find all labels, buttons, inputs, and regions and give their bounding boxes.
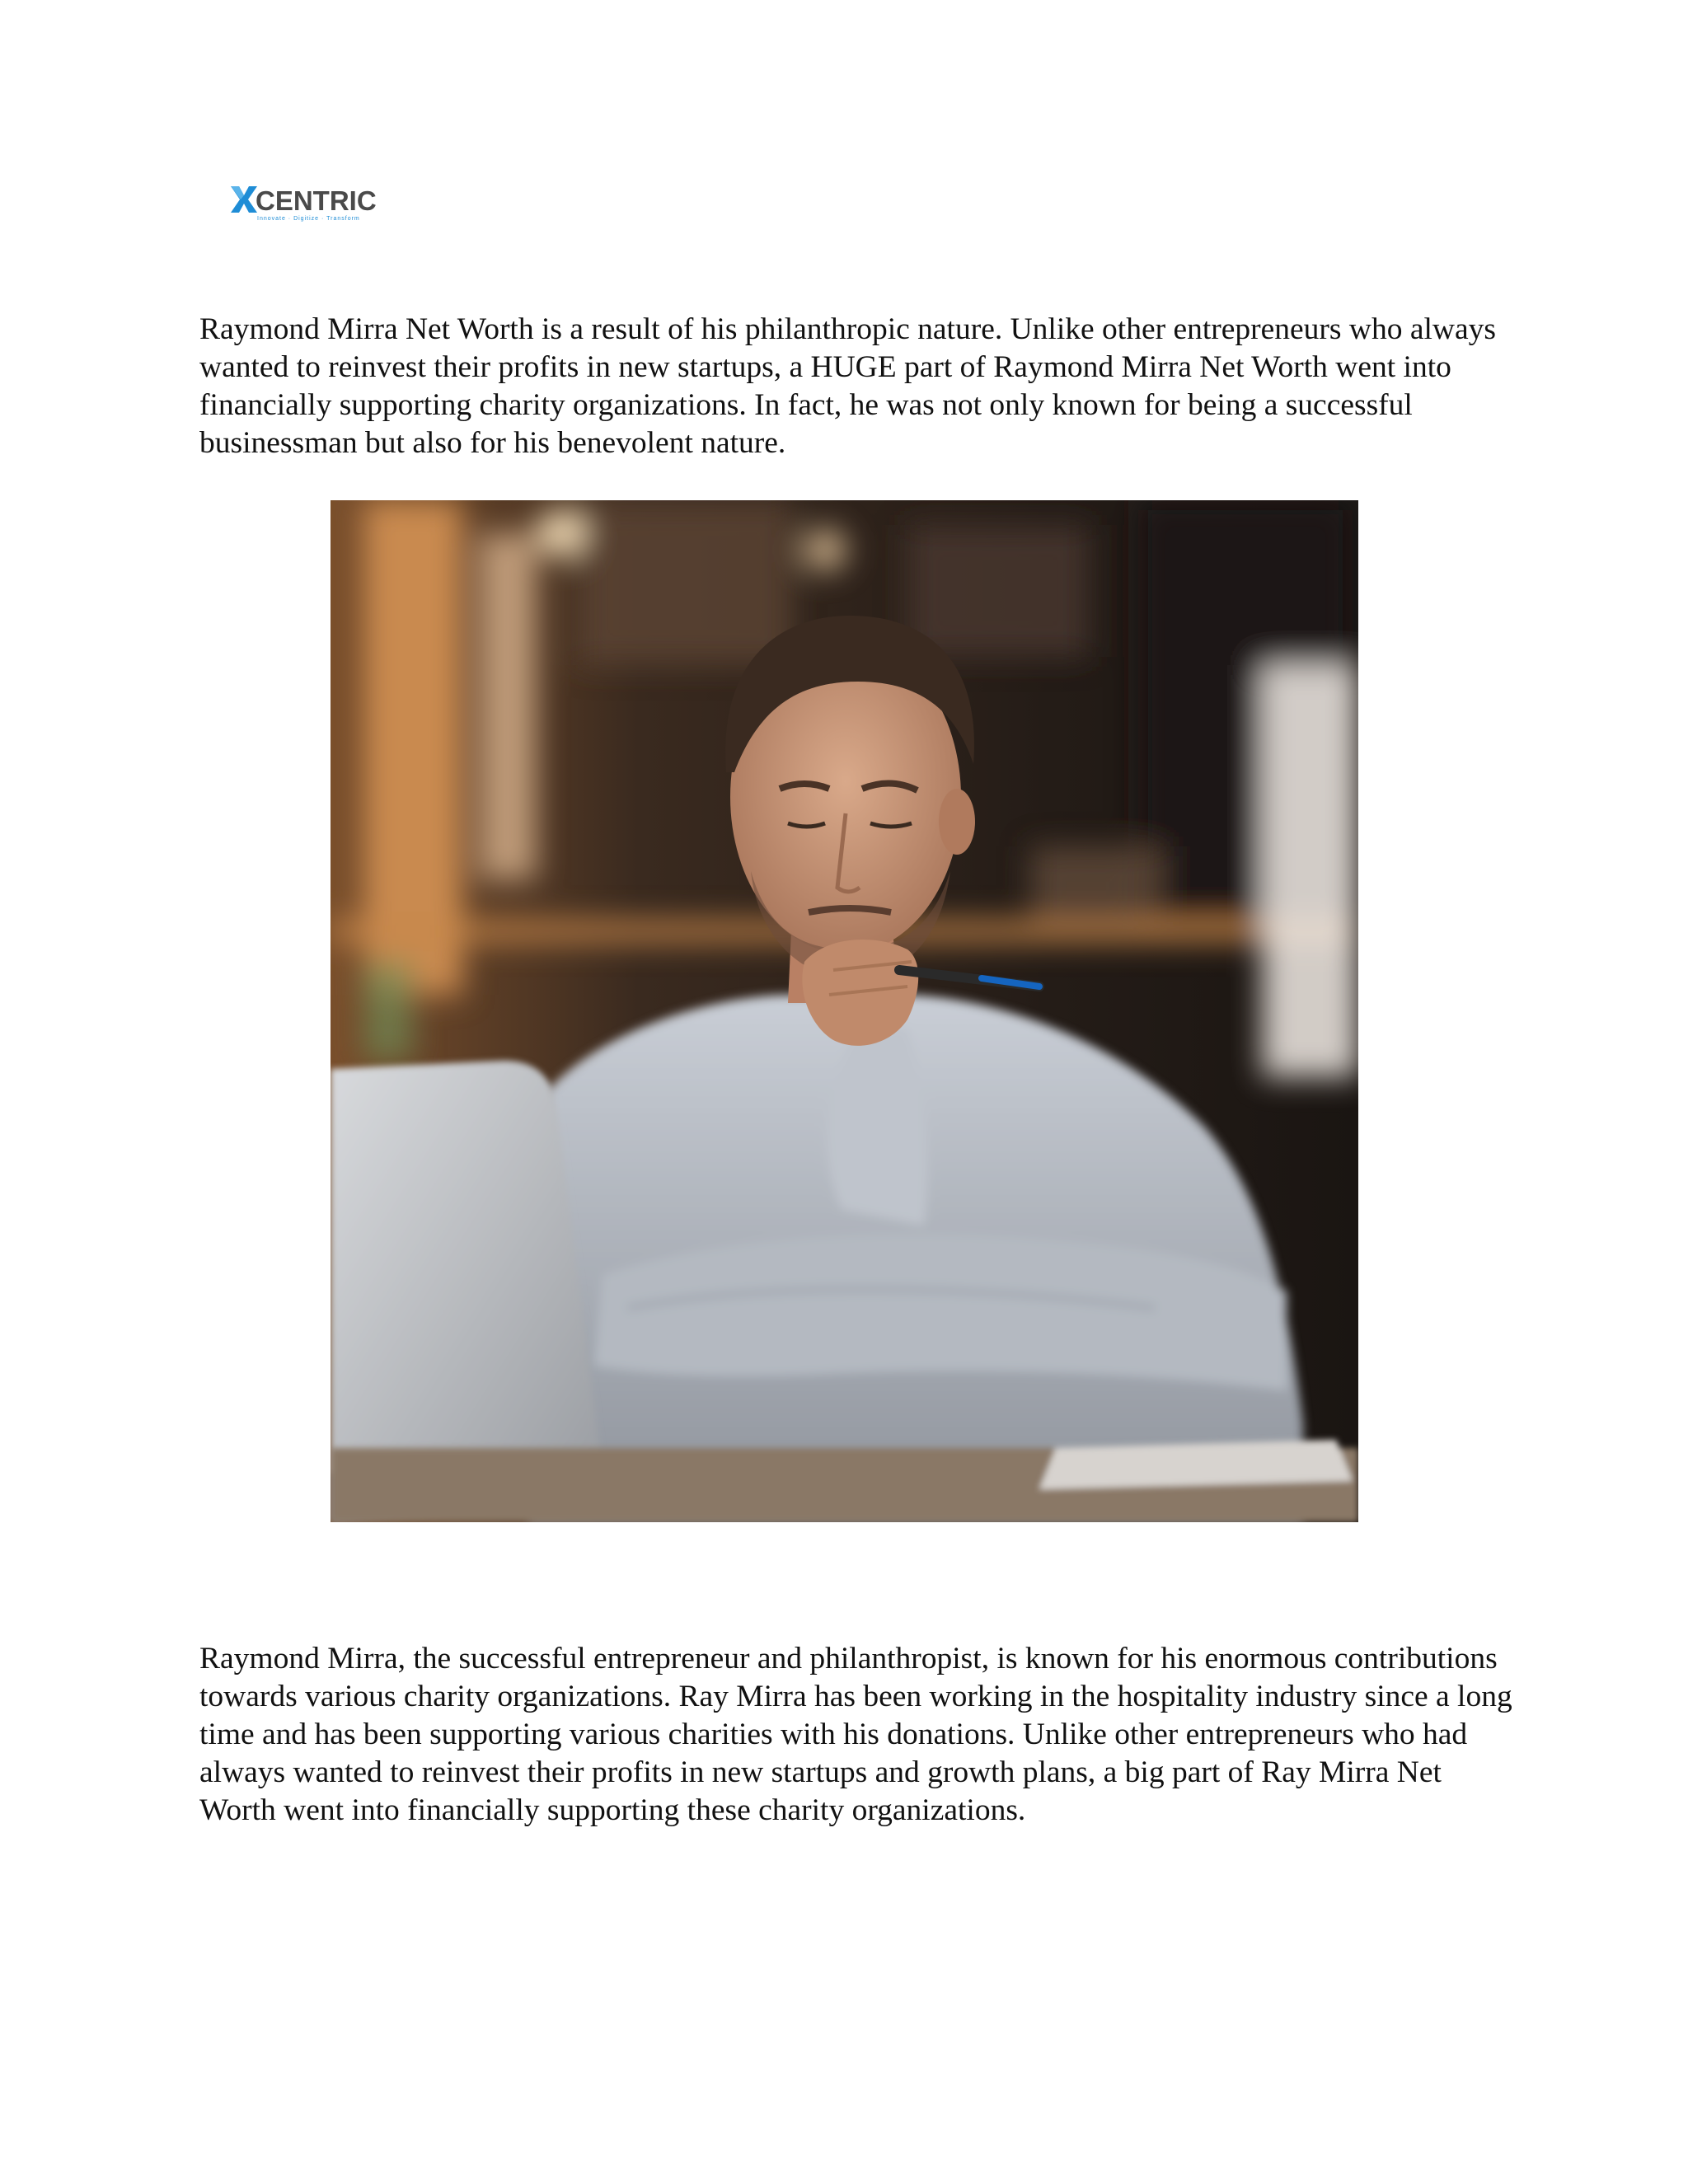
photo-man-at-laptop-icon [331,500,1358,1522]
logo-wordmark: CENTRIC [256,185,377,216]
xcentric-x-logo-icon [229,181,382,223]
body-paragraph: Raymond Mirra, the successful entrepreneur and philanthropist, is known for his enormous contributions towards various charity organizations. Ray Mirra has been working in the hospitality industry since a long time and has been supporting various charities with his donations. Unlike other entrepreneurs who had always wanted to reinvest their profits in new startups and growth plans, a big part of Ray Mirra Net Worth went into financially supporting these charity organizations. [199,1642,1512,1827]
intro-paragraph: Raymond Mirra Net Worth is a result of his philanthropic nature. Unlike other entrepreneurs who always wanted to reinvest their profits in new startups, a HUGE part of Raymond Mirra Net Worth went into financially supporting charity organizations. In fact, he was not only known for being a successful businessman but also for his benevolent nature. [199,312,1496,460]
xcentric-logo [229,181,382,223]
logo-tagline: Innovate · Digitize · Transform [257,216,360,222]
